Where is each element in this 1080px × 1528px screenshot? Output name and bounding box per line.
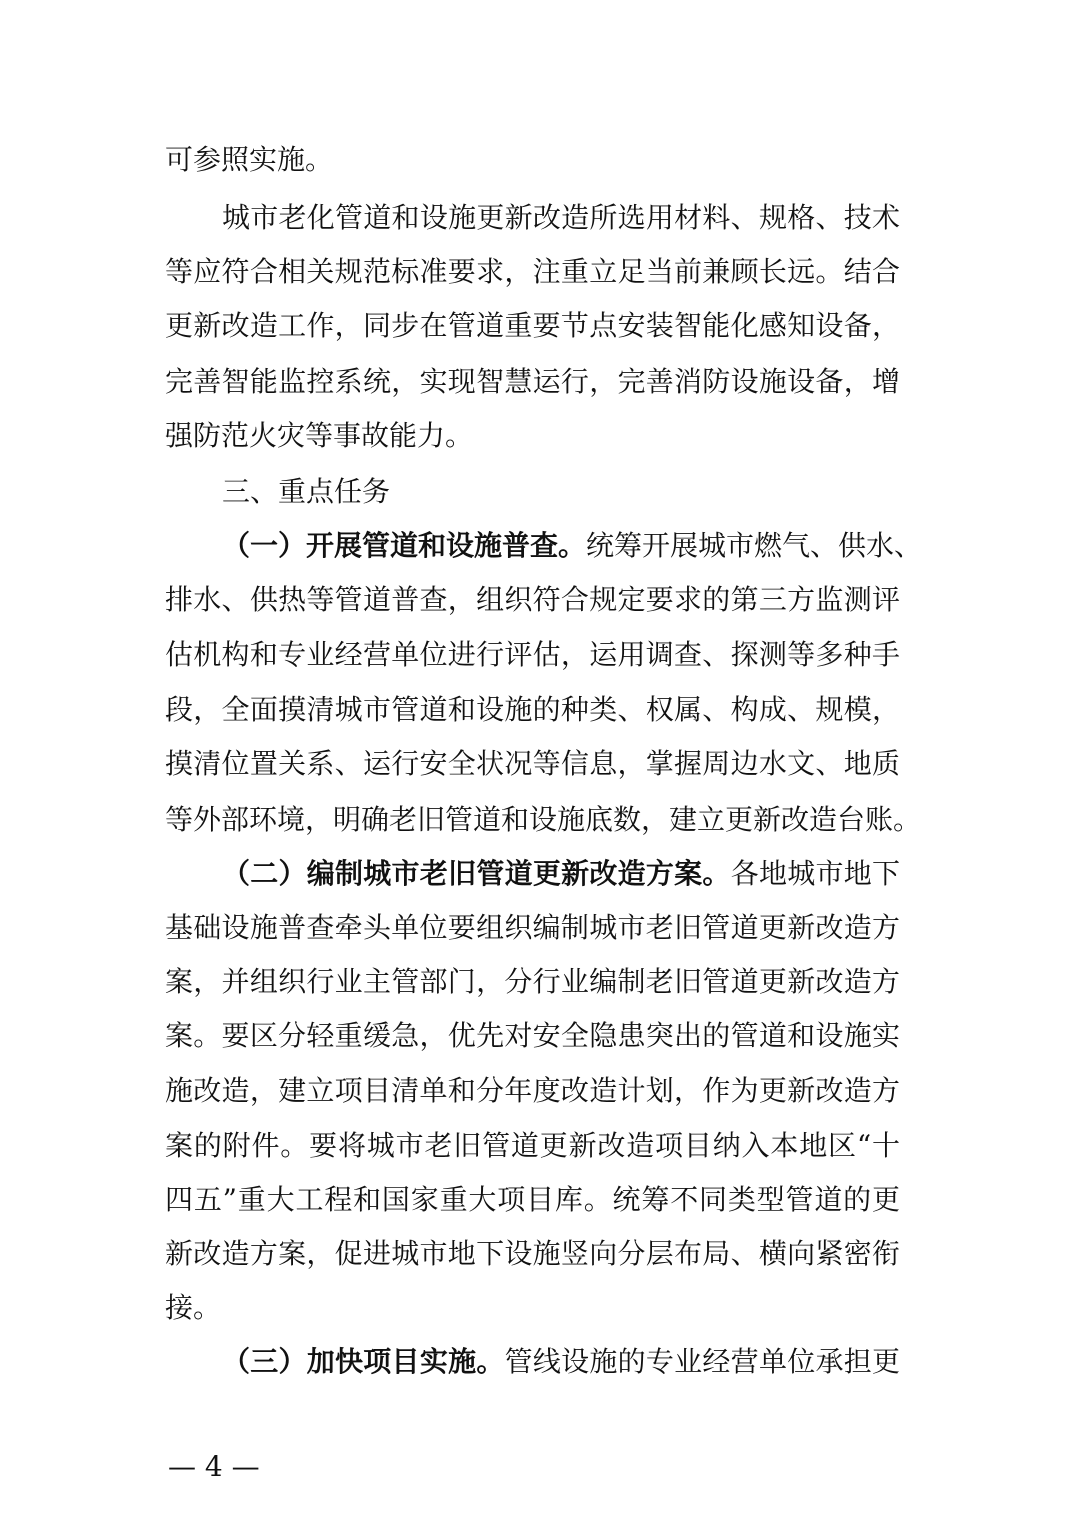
text-line: 摸清位置关系、运行安全状况等信息，掌握周边水文、地质 xyxy=(165,747,901,780)
text-line: 案。要区分轻重缓急，优先对安全隐患突出的管道和设施实 xyxy=(165,1019,901,1052)
text-line: 等外部环境，明确老旧管道和设施底数，建立更新改造台账。 xyxy=(165,803,922,836)
text-line: 更新改造工作，同步在管道重要节点安装智能化感知设备， xyxy=(165,309,901,342)
text-line: 城市老化管道和设施更新改造所选用材料、规格、技术 xyxy=(222,201,901,234)
subsection-title: （一）开展管道和设施普查。 xyxy=(222,529,587,562)
text-line: 估机构和专业经营单位进行评估，运用调查、探测等多种手 xyxy=(165,638,901,671)
text-run: 管线设施的专业经营单位承担更 xyxy=(504,1345,901,1378)
page-number: — 4 — xyxy=(168,1450,260,1483)
text-line: 四五”重大工程和国家重大项目库。统筹不同类型管道的更 xyxy=(165,1183,901,1216)
subsection-title: （二）编制城市老旧管道更新改造方案。 xyxy=(222,857,731,890)
subsection-line xyxy=(222,529,923,563)
subsection-line xyxy=(222,857,900,891)
subsection-title: （三）加快项目实施。 xyxy=(222,1345,505,1378)
text-line: 案，并组织行业主管部门，分行业编制老旧管道更新改造方 xyxy=(165,965,901,998)
subsection-line xyxy=(222,1345,900,1379)
text-line: 等应符合相关规范标准要求，注重立足当前兼顾长远。结合 xyxy=(165,255,901,288)
text-line: 完善智能监控系统，实现智慧运行，完善消防设施设备，增 xyxy=(165,365,901,398)
text-line: 排水、供热等管道普查，组织符合规定要求的第三方监测评 xyxy=(165,583,901,616)
section-heading: 三、重点任务 xyxy=(222,475,391,508)
text-line: 接。 xyxy=(165,1291,222,1324)
text-line: 新改造方案，促进城市地下设施竖向分层布局、横向紧密衔 xyxy=(165,1237,901,1270)
text-line: 案的附件。要将城市老旧管道更新改造项目纳入本地区“十 xyxy=(165,1129,901,1162)
text-line: 段，全面摸清城市管道和设施的种类、权属、构成、规模， xyxy=(165,693,901,726)
text-line: 可参照实施。 xyxy=(165,143,334,176)
text-run: 各地城市地下 xyxy=(730,857,901,890)
text-line: 施改造，建立项目清单和分年度改造计划，作为更新改造方 xyxy=(165,1074,901,1107)
text-line: 强防范火灾等事故能力。 xyxy=(165,419,474,452)
text-line: 基础设施普查牵头单位要组织编制城市老旧管道更新改造方 xyxy=(165,911,901,944)
text-run: 统筹开展城市燃气、供水、 xyxy=(586,529,923,562)
